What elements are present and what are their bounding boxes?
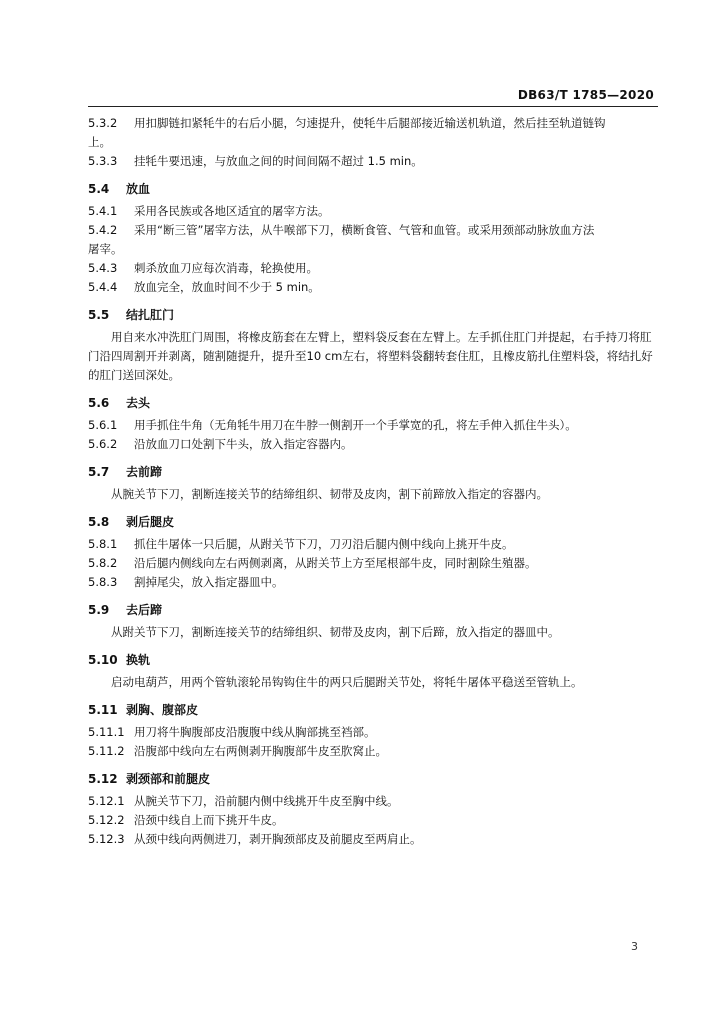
section-heading — [88, 513, 660, 532]
section-number: 5.12 — [88, 772, 118, 786]
clause-text: 采用“断三管”屠宰方法，从牛喉部下刀，横断食管、气管和血管。或采用颈部动脉放血方法 — [134, 223, 595, 237]
clause-number: 5.8.3 — [88, 575, 118, 589]
clause-number: 5.12.2 — [88, 813, 125, 827]
clause-text: 沿颈中线自上而下挑开牛皮。 — [134, 813, 284, 827]
clause-number: 5.4.1 — [88, 204, 118, 218]
section-number: 5.11 — [88, 703, 118, 717]
clause-text: 放血完全，放血时间不少于 5 min。 — [134, 280, 320, 294]
clause-text: 割掉尾尖，放入指定器皿中。 — [134, 575, 284, 589]
clause-number: 5.12.1 — [88, 794, 125, 808]
standard-code: DB63/T 1785—2020 — [517, 88, 654, 102]
clause-text: 挂牦牛要迅速，与放血之间的时间间隔不超过 1.5 min。 — [134, 154, 423, 168]
clause-number: 5.6.1 — [88, 418, 118, 432]
clause — [88, 416, 660, 435]
clause — [88, 554, 660, 573]
section-title: 去后蹄 — [126, 603, 163, 617]
section-heading — [88, 701, 660, 720]
section-title: 去前蹄 — [126, 465, 163, 479]
section-number: 5.6 — [88, 396, 110, 410]
section-number: 5.9 — [88, 603, 110, 617]
clause — [88, 114, 660, 133]
clause-text: 用扣脚链扣紧牦牛的右后小腿，匀速提升，使牦牛后腿部接近输送机轨道，然后挂至轨道链钩 — [134, 116, 606, 130]
clause-text: 从腕关节下刀，沿前腿内侧中线挑开牛皮至胸中线。 — [134, 794, 399, 808]
section-title: 剥胸、腹部皮 — [126, 703, 199, 717]
section-title: 剥颈部和前腿皮 — [126, 772, 211, 786]
section-title: 放血 — [126, 182, 151, 196]
clause-number: 5.12.3 — [88, 832, 125, 846]
clause — [88, 573, 660, 592]
clause-number: 5.8.2 — [88, 556, 118, 570]
clause-text: 刺杀放血刀应每次消毒，轮换使用。 — [134, 261, 318, 275]
clause-continuation: 屠宰。 — [88, 242, 123, 256]
clause — [88, 811, 660, 830]
clause — [88, 259, 660, 278]
section-title: 剥后腿皮 — [126, 515, 175, 529]
body-paragraph: 从腕关节下刀，割断连接关节的结缔组织、韧带及皮肉，割下前蹄放入指定的容器内。 — [111, 487, 548, 501]
clause-number: 5.4.4 — [88, 280, 118, 294]
clause-text: 抓住牛屠体一只后腿，从跗关节下刀，刀刃沿后腿内侧中线向上挑开牛皮。 — [134, 537, 514, 551]
section-heading — [88, 180, 660, 199]
clause-text: 用刀将牛胸腹部皮沿腹腹中线从胸部挑至裆部。 — [134, 725, 376, 739]
clause — [88, 830, 660, 849]
section-number: 5.4 — [88, 182, 110, 196]
clause-text: 用手抓住牛角（无角牦牛用刀在牛脖一侧割开一个手掌宽的孔，将左手伸入抓住牛头）。 — [134, 418, 577, 432]
clause — [88, 221, 660, 240]
clause-number: 5.6.2 — [88, 437, 118, 451]
section-number: 5.5 — [88, 308, 110, 322]
page-number: 3 — [631, 940, 638, 953]
clause-continuation: 上。 — [88, 135, 111, 149]
clause — [88, 723, 660, 742]
clause — [88, 742, 660, 761]
clause-text: 采用各民族或各地区适宜的屠宰方法。 — [134, 204, 330, 218]
section-title: 结扎肛门 — [126, 308, 175, 322]
body-paragraph: 用自来水冲洗肛门周围，将橡皮筋套在左臂上，塑料袋反套在左臂上。左手抓住肛门并提起，右手持刀将肛门沿四周割开并剥离，随割随提升，提升至10 cm左右，将塑料袋翻转套住肛，且橡皮筋扎住塑料袋，将结扎好的肛门送回深处。 — [88, 330, 653, 382]
section-heading — [88, 770, 660, 789]
clause-text: 沿放血刀口处割下牛头，放入指定容器内。 — [134, 437, 353, 451]
section-number: 5.10 — [88, 653, 118, 667]
section-heading — [88, 601, 660, 620]
clause-number: 5.11.2 — [88, 744, 125, 758]
section-title: 去头 — [126, 396, 151, 410]
body-paragraph: 启动电葫芦，用两个管轨滚轮吊钩钩住牛的两只后腿跗关节处，将牦牛屠体平稳送至管轨上。 — [111, 675, 583, 689]
header-rule — [88, 106, 658, 107]
section-heading — [88, 651, 660, 670]
clause-text: 沿后腿内侧线向左右两侧剥离，从跗关节上方至尾根部牛皮，同时割除生殖器。 — [134, 556, 537, 570]
section-number: 5.7 — [88, 465, 110, 479]
clause-number: 5.4.3 — [88, 261, 118, 275]
clause — [88, 535, 660, 554]
clause-text: 沿腹部中线向左右两侧剥开胸腹部牛皮至肷窝止。 — [134, 744, 387, 758]
clause-number: 5.3.2 — [88, 116, 118, 130]
section-heading — [88, 306, 660, 325]
clause — [88, 278, 660, 297]
clause — [88, 792, 660, 811]
clause-number: 5.3.3 — [88, 154, 118, 168]
document-body — [88, 114, 660, 849]
clause — [88, 202, 660, 221]
section-heading — [88, 463, 660, 482]
clause — [88, 435, 660, 454]
clause — [88, 152, 660, 171]
clause-number: 5.4.2 — [88, 223, 118, 237]
section-number: 5.8 — [88, 515, 110, 529]
body-paragraph: 从跗关节下刀，割断连接关节的结缔组织、韧带及皮肉，割下后蹄，放入指定的器皿中。 — [111, 625, 560, 639]
section-title: 换轨 — [126, 653, 151, 667]
clause-number: 5.11.1 — [88, 725, 125, 739]
section-heading — [88, 394, 660, 413]
clause-text: 从颈中线向两侧进刀，剥开胸颈部皮及前腿皮至两肩止。 — [134, 832, 422, 846]
clause-number: 5.8.1 — [88, 537, 118, 551]
